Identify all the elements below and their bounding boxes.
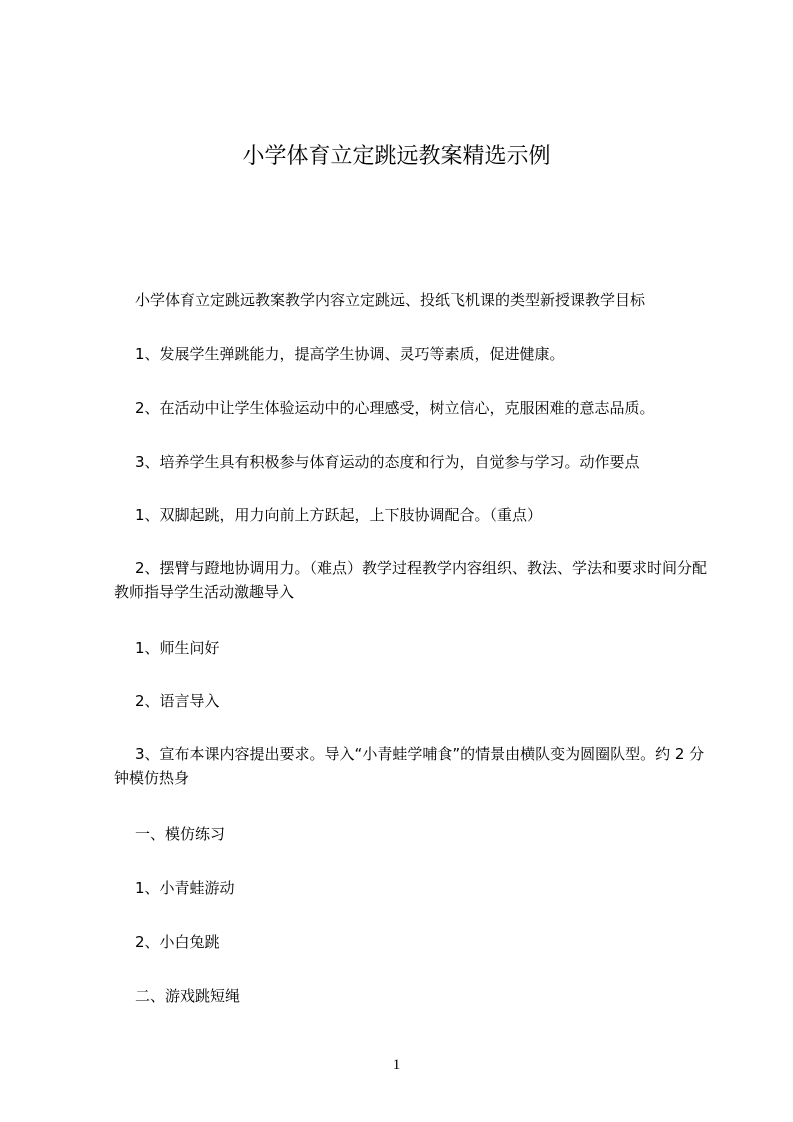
document-title: 小学体育立定跳远教案精选示例 xyxy=(242,144,551,169)
paragraph-section-jump-rope: 二、游戏跳短绳 xyxy=(135,987,241,1005)
paragraph-greeting: 1、师生问好 xyxy=(135,639,220,657)
paragraph-announce: 3、宣布本课内容提出要求。导入“小青蛙学哺食”的情景由横队变为圆圈队型。约 2 分钟模仿热身 xyxy=(114,745,705,787)
page-number: 1 xyxy=(392,1057,401,1073)
paragraph-goal-2: 2、在活动中让学生体验运动中的心理感受，树立信心，克服困难的意志品质。 xyxy=(135,399,655,417)
paragraph-frog-swim: 1、小青蛙游动 xyxy=(135,879,235,897)
paragraph-rabbit-jump: 2、小白兔跳 xyxy=(135,933,220,951)
paragraph-language-intro: 2、语言导入 xyxy=(135,692,220,710)
paragraph-goal-3: 3、培养学生具有积极参与体育运动的态度和行为，自觉参与学习。动作要点 xyxy=(135,453,640,471)
paragraph-goal-1: 1、发展学生弹跳能力，提高学生协调、灵巧等素质，促进健康。 xyxy=(135,345,565,363)
paragraph-key-point-1: 1、双脚起跳，用力向前上方跃起，上下肢协调配合。（重点） xyxy=(135,506,543,524)
paragraph-section-imitation: 一、模仿练习 xyxy=(135,825,226,843)
paragraph-key-point-2: 2、摆臂与蹬地协调用力。（难点）教学过程教学内容组织、教法、学法和要求时间分配教师指导学生活动激趣导入 xyxy=(114,559,708,601)
paragraph-teaching-content: 小学体育立定跳远教案教学内容立定跳远、投纸飞机课的类型新授课教学目标 xyxy=(135,291,646,309)
